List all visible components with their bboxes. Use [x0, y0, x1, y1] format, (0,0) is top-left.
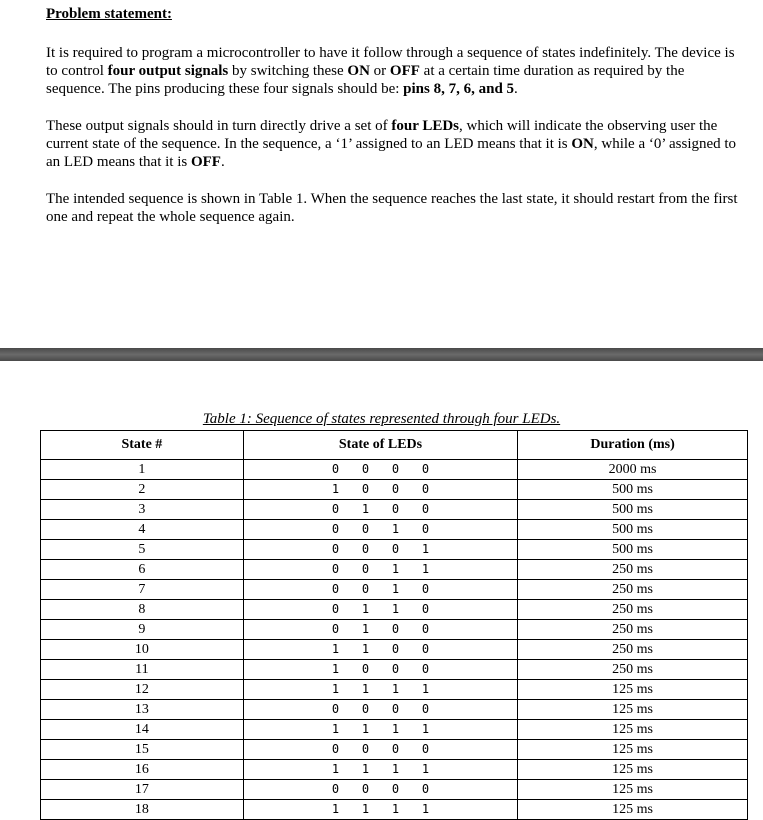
- led-bit: 1: [361, 802, 370, 816]
- table-row: [41, 600, 748, 620]
- led-bit: 0: [421, 522, 430, 536]
- led-states: [243, 560, 517, 580]
- state-number: 1: [41, 460, 244, 480]
- led-bit: 0: [361, 782, 370, 796]
- led-bit: 0: [331, 542, 340, 556]
- duration-value: 250 ms: [518, 580, 748, 600]
- led-bit: 0: [331, 522, 340, 536]
- duration-value: 250 ms: [518, 600, 748, 620]
- led-bit: 1: [391, 582, 400, 596]
- led-bit: 1: [361, 682, 370, 696]
- led-bit: 0: [331, 462, 340, 476]
- led-bit: 0: [421, 602, 430, 616]
- duration-value: 250 ms: [518, 620, 748, 640]
- led-bit: 0: [391, 462, 400, 476]
- header-duration: Duration (ms): [518, 431, 748, 460]
- table-row: [41, 720, 748, 740]
- led-bit: 0: [391, 622, 400, 636]
- led-bit: 1: [391, 682, 400, 696]
- led-bit: 0: [421, 662, 430, 676]
- led-states: [243, 600, 517, 620]
- led-bit: 0: [361, 702, 370, 716]
- led-bit: 1: [361, 622, 370, 636]
- text-run: The intended sequence is shown in Table 1. When the sequence reaches the last state, it should restart from the first one and repeat the whole sequence again.: [46, 191, 738, 225]
- table-row: [41, 520, 748, 540]
- led-states: [243, 540, 517, 560]
- text-run: It is required to program a microcontroller to have it follow through a sequence of states indefinitely. The device is to control: [46, 45, 735, 79]
- led-bit: 0: [391, 482, 400, 496]
- led-bit: 1: [421, 802, 430, 816]
- duration-value: 500 ms: [518, 540, 748, 560]
- led-bit: 0: [421, 582, 430, 596]
- led-bit: 1: [361, 642, 370, 656]
- text-run: , which will indicate the observing user the current state of the sequence. In the sequence, a ‘1’ assigned to an LED means that it is: [46, 118, 718, 152]
- state-number: 9: [41, 620, 244, 640]
- header-leds: State of LEDs: [243, 431, 517, 460]
- text-run: .: [514, 81, 518, 97]
- state-number: 6: [41, 560, 244, 580]
- table-row: [41, 740, 748, 760]
- state-number: 3: [41, 500, 244, 520]
- duration-value: 125 ms: [518, 780, 748, 800]
- led-bit: 0: [421, 502, 430, 516]
- problem-heading: Problem statement:: [46, 6, 172, 22]
- led-bit: 0: [391, 782, 400, 796]
- led-bit: 1: [331, 722, 340, 736]
- text-run: These output signals should in turn directly drive a set of: [46, 118, 392, 134]
- table-row: [41, 540, 748, 560]
- led-bit: 1: [391, 722, 400, 736]
- bold-text: four LEDs: [391, 118, 460, 134]
- text-run: at a certain time duration as required by the sequence. The pins producing these four signals should be:: [46, 63, 685, 97]
- table-row: [41, 480, 748, 500]
- led-bit: 0: [361, 582, 370, 596]
- led-states: [243, 760, 517, 780]
- led-bit: 0: [391, 662, 400, 676]
- led-bit: 0: [361, 522, 370, 536]
- state-number: 11: [41, 660, 244, 680]
- state-number: 15: [41, 740, 244, 760]
- text-run: or: [369, 63, 390, 79]
- led-bit: 0: [421, 702, 430, 716]
- table-row: [41, 760, 748, 780]
- led-bit: 0: [391, 742, 400, 756]
- duration-value: 125 ms: [518, 800, 748, 820]
- led-bit: 1: [421, 682, 430, 696]
- led-bit: 0: [391, 542, 400, 556]
- led-bit: 0: [361, 462, 370, 476]
- duration-value: 500 ms: [518, 480, 748, 500]
- led-states: [243, 780, 517, 800]
- led-states: [243, 520, 517, 540]
- sequence-table: [40, 430, 748, 820]
- led-bit: 0: [331, 602, 340, 616]
- table-row: [41, 780, 748, 800]
- state-number: 13: [41, 700, 244, 720]
- led-states: [243, 640, 517, 660]
- led-states: [243, 620, 517, 640]
- state-number: 7: [41, 580, 244, 600]
- table-row: [41, 640, 748, 660]
- header-state: State #: [41, 431, 244, 460]
- duration-value: 250 ms: [518, 560, 748, 580]
- page-divider: [0, 348, 763, 361]
- led-states: [243, 460, 517, 480]
- duration-value: 500 ms: [518, 520, 748, 540]
- led-bit: 0: [361, 482, 370, 496]
- led-bit: 0: [361, 542, 370, 556]
- state-number: 12: [41, 680, 244, 700]
- duration-value: 125 ms: [518, 680, 748, 700]
- table-header-row: [41, 431, 748, 460]
- led-bit: 0: [391, 702, 400, 716]
- bold-text: OFF: [389, 63, 420, 79]
- led-bit: 1: [331, 802, 340, 816]
- led-bit: 0: [331, 502, 340, 516]
- led-states: [243, 660, 517, 680]
- led-bit: 1: [331, 762, 340, 776]
- state-number: 2: [41, 480, 244, 500]
- state-number: 10: [41, 640, 244, 660]
- led-bit: 1: [361, 762, 370, 776]
- duration-value: 250 ms: [518, 640, 748, 660]
- led-bit: 0: [421, 622, 430, 636]
- led-states: [243, 700, 517, 720]
- state-number: 18: [41, 800, 244, 820]
- led-bit: 0: [361, 742, 370, 756]
- state-number: 17: [41, 780, 244, 800]
- led-states: [243, 740, 517, 760]
- led-bit: 1: [361, 722, 370, 736]
- led-states: [243, 720, 517, 740]
- led-bit: 1: [361, 602, 370, 616]
- duration-value: 500 ms: [518, 500, 748, 520]
- led-bit: 0: [331, 702, 340, 716]
- table-row: [41, 560, 748, 580]
- led-bit: 0: [331, 582, 340, 596]
- led-states: [243, 500, 517, 520]
- led-bit: 0: [391, 642, 400, 656]
- led-bit: 0: [331, 782, 340, 796]
- led-states: [243, 680, 517, 700]
- led-bit: 1: [421, 562, 430, 576]
- led-states: [243, 580, 517, 600]
- text-run: , while a ‘0’ assigned to an LED means that it is: [46, 136, 737, 170]
- table-caption: Table 1: Sequence of states represented through four LEDs.: [202, 411, 561, 427]
- text-run: .: [220, 154, 225, 170]
- led-bit: 0: [421, 782, 430, 796]
- led-bit: 0: [331, 742, 340, 756]
- led-bit: 1: [391, 802, 400, 816]
- duration-value: 125 ms: [518, 720, 748, 740]
- state-number: 5: [41, 540, 244, 560]
- led-bit: 1: [391, 562, 400, 576]
- state-number: 4: [41, 520, 244, 540]
- text-run: by switching these: [228, 63, 348, 79]
- duration-value: 2000 ms: [518, 460, 748, 480]
- led-bit: 1: [391, 762, 400, 776]
- led-bit: 0: [361, 562, 370, 576]
- duration-value: 125 ms: [518, 740, 748, 760]
- led-bit: 0: [391, 502, 400, 516]
- led-bit: 1: [391, 522, 400, 536]
- led-bit: 1: [421, 542, 430, 556]
- state-number: 8: [41, 600, 244, 620]
- duration-value: 250 ms: [518, 660, 748, 680]
- duration-value: 125 ms: [518, 700, 748, 720]
- bold-text: pins 8, 7, 6, and 5: [403, 81, 515, 97]
- led-bit: 1: [331, 662, 340, 676]
- state-number: 14: [41, 720, 244, 740]
- table-row: [41, 660, 748, 680]
- bold-text: four output signals: [107, 63, 229, 79]
- table-row: [41, 460, 748, 480]
- paragraph-leds: [46, 117, 746, 171]
- led-bit: 0: [421, 742, 430, 756]
- table-row: [41, 500, 748, 520]
- table-row: [41, 700, 748, 720]
- led-bit: 0: [361, 662, 370, 676]
- led-bit: 1: [331, 642, 340, 656]
- led-bit: 0: [421, 482, 430, 496]
- bold-text: OFF: [190, 154, 221, 170]
- paragraph-sequence: [46, 190, 746, 226]
- led-bit: 1: [421, 762, 430, 776]
- bold-text: ON: [347, 63, 370, 79]
- led-bit: 1: [331, 682, 340, 696]
- led-bit: 1: [331, 482, 340, 496]
- led-bit: 1: [391, 602, 400, 616]
- led-bit: 0: [421, 462, 430, 476]
- led-bit: 0: [331, 562, 340, 576]
- table-row: [41, 580, 748, 600]
- state-number: 16: [41, 760, 244, 780]
- paragraph-outputs: [46, 44, 746, 98]
- led-bit: 1: [421, 722, 430, 736]
- led-bit: 0: [331, 622, 340, 636]
- table-row: [41, 620, 748, 640]
- led-bit: 0: [421, 642, 430, 656]
- table-row: [41, 680, 748, 700]
- led-states: [243, 480, 517, 500]
- led-bit: 1: [361, 502, 370, 516]
- bold-text: ON: [571, 136, 594, 152]
- duration-value: 125 ms: [518, 760, 748, 780]
